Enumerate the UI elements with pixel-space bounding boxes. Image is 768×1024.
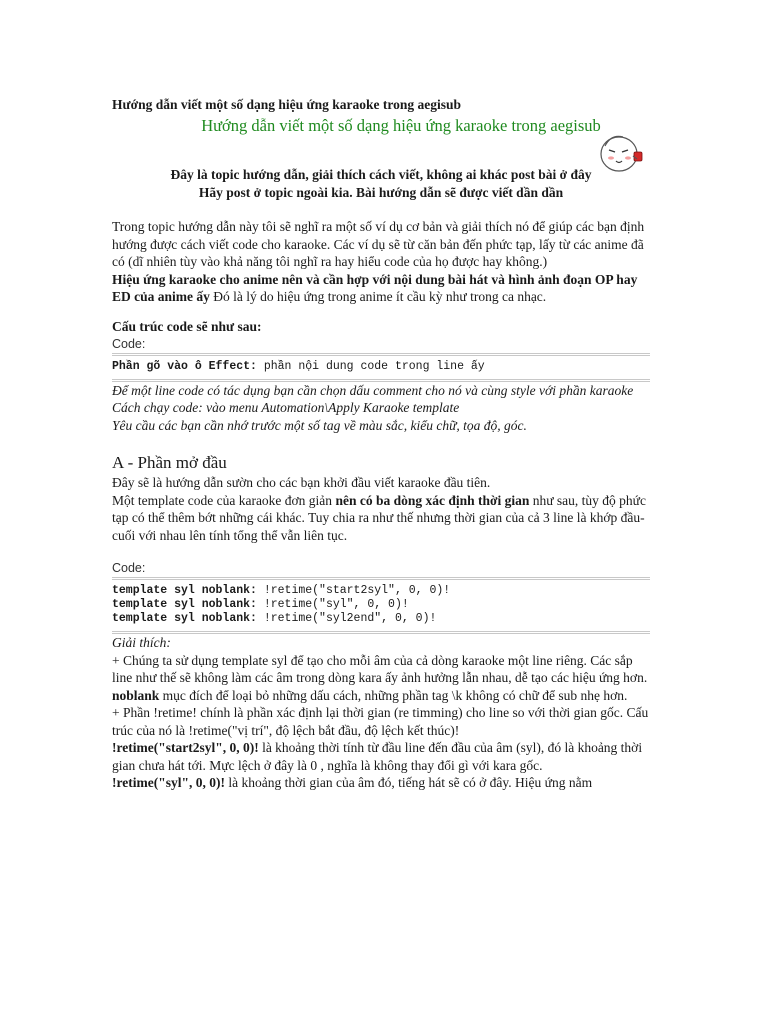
code-block-2	[112, 577, 650, 634]
noblank-paragraph	[112, 687, 650, 705]
code2-line-1-kw: template syl noblank:	[112, 584, 257, 597]
advice-rest: Đó là lý do hiệu ứng trong anime ít cầu kỳ như trong ca nhạc.	[209, 289, 547, 304]
code-block-1	[112, 353, 650, 382]
advice-bold: Hiệu ứng karaoke cho anime nên và cần hợp với nội dung bài hát và hình ảnh đoạn OP hay ED của anime ấy	[112, 271, 638, 304]
italic-note-2: Cách chạy code: vào menu Automation\Apply Karaoke template	[112, 400, 460, 415]
code2-line-2	[112, 598, 650, 612]
explain-paragraph-2: + Phần !retime! chính là phần xác định lại thời gian (re timming) cho line so với thời gian gốc. Cấu trúc của nó là !retime("vị trí", độ lệch bắt đầu, độ lệch kết thúc)!	[112, 705, 649, 738]
code2-line-3	[112, 612, 650, 626]
retime1-bold: !retime("start2syl", 0, 0)!	[112, 740, 259, 755]
section-a-para-1: Đây sẽ là hướng dẫn sườn cho các bạn khởi đầu viết karaoke đầu tiên.	[112, 475, 491, 490]
code2-line-2-kw: template syl noblank:	[112, 598, 257, 611]
explain-label: Giải thích:	[112, 635, 171, 650]
notice-line-2: Hãy post ở topic ngoài kia. Bài hướng dẫn sẽ được viết dần dần	[198, 185, 564, 200]
code-label-2: Code:	[112, 561, 146, 575]
a-para2-bold: nên có ba dòng xác định thời gian	[335, 492, 530, 508]
code2-line-2-rest: !retime("syl", 0, 0)!	[256, 598, 409, 611]
code-label-1: Code:	[112, 336, 146, 351]
code2-line-1-rest: !retime("start2syl", 0, 0)!	[256, 584, 451, 597]
italic-note-1: Để một line code có tác dụng bạn cần chọn dấu comment cho nó và cùng style với phần karaoke	[112, 382, 634, 398]
section-a-title: A - Phần mở đầu	[112, 453, 227, 472]
retime2-paragraph	[112, 774, 650, 792]
retime2-bold: !retime("syl", 0, 0)!	[112, 775, 225, 790]
advice-paragraph	[112, 271, 650, 306]
smiley-emoticon-icon	[597, 130, 647, 180]
code2-line-3-rest: !retime("syl2end", 0, 0)!	[256, 612, 437, 625]
retime1-rest: là khoảng thời tính từ đầu line đến đầu của âm (syl), đó là khoảng thời gian chưa hát tới. Mực lệch ở đây là 0 , nghĩa là không thay đổi gì với kara gốc.	[112, 740, 643, 773]
retime1-paragraph	[112, 739, 650, 774]
notice-line-1: Đây là topic hướng dẫn, giải thích cách viết, không ai khác post bài ở đây	[170, 167, 592, 182]
code2-line-3-kw: template syl noblank:	[112, 612, 257, 625]
noblank-rest: mục đích để loại bỏ những dấu cách, những phần tag \k không có chữ để sub nhẹ hơn.	[159, 687, 628, 703]
document-page	[112, 96, 650, 792]
structure-heading: Cấu trúc code sẽ như sau:	[112, 318, 262, 334]
notice-block	[112, 166, 650, 202]
green-title: Hướng dẫn viết một số dạng hiệu ứng karaoke trong aegisub	[201, 116, 601, 135]
section-a-para-2	[112, 492, 650, 545]
retime2-rest: là khoảng thời gian của âm đó, tiếng hát sẽ có ở đây. Hiệu ứng nằm	[224, 775, 593, 790]
noblank-bold: noblank	[112, 687, 160, 703]
code1-value: phần nội dung code trong line ấy	[256, 359, 485, 373]
intro-paragraph: Trong topic hướng dẫn này tôi sẽ nghĩ ra một số ví dụ cơ bản và giải thích nó để giúp các bạn định hướng được cách viết code cho karaoke. Các ví dụ sẽ từ căn bản đến phức tạp, lấy từ các anime đã có (dĩ nhiên tùy vào khả năng tôi nghĩ ra hay hiểu code của họ được hay không.)	[112, 219, 645, 269]
code1-key: Phần gõ vào ô Effect:	[112, 359, 257, 373]
a-para2-start: Một template code của karaoke đơn giản	[112, 492, 336, 508]
code2-line-1	[112, 584, 650, 598]
italic-note-3: Yêu cầu các bạn cần nhớ trước một số tag về màu sắc, kiểu chữ, tọa độ, góc.	[112, 417, 527, 433]
a-para2-end: như sau, tùy độ phức tạp có thể thêm bớt những cái khác. Tuy chia ra như thế nhưng thời gian của cả 3 line là khớp đầu-cuối với nhau lên tính tổng thể vẫn liên tục.	[112, 492, 646, 543]
explain-paragraph-1: + Chúng ta sử dụng template syl để tạo cho mỗi âm của cả dòng karaoke một line riêng. Các sắp line như thế sẽ không làm các âm trong dòng kara ấy ảnh hưởng lẫn nhau, dễ tạo các hiệu ứng hơn.	[112, 652, 648, 685]
document-heading: Hướng dẫn viết một số dạng hiệu ứng karaoke trong aegisub	[112, 97, 461, 112]
